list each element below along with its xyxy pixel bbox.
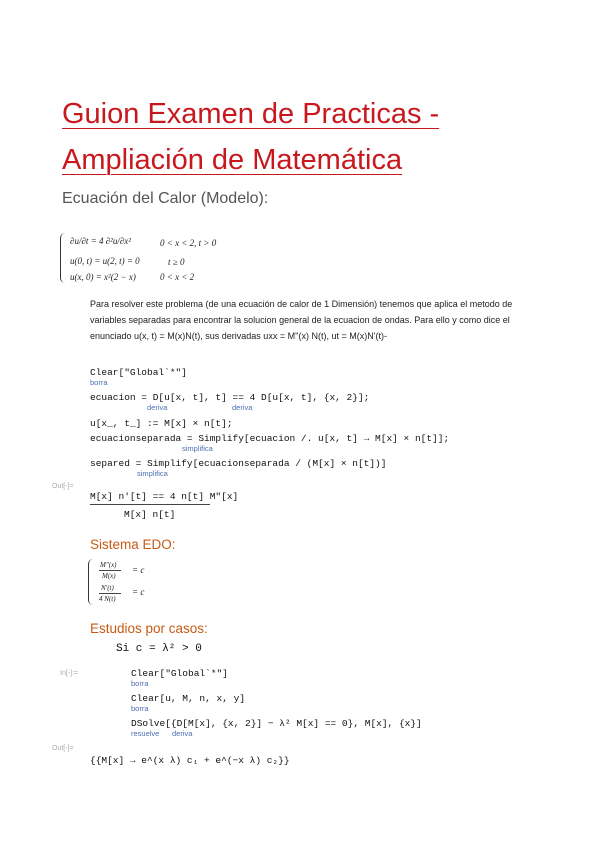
ode2-rhs: = c <box>132 587 145 597</box>
boundary-condition: u(0, t) = u(2, t) = 0 <box>70 256 140 266</box>
ode1-numerator: M″(x) <box>100 561 117 569</box>
fraction-line <box>90 504 210 505</box>
code-line-u-definition[interactable]: u[x_, t_] := M[x] × n[t]; <box>90 418 233 429</box>
initial-domain: 0 < x < 2 <box>160 272 195 282</box>
page-title-line-2: Ampliación de Matemática <box>62 144 403 176</box>
hint2-resuelve: resuelve <box>131 729 160 738</box>
dsolve-result: {{M[x] → e^(x λ) c₁ + e^(−x λ) c₂}} <box>90 755 290 766</box>
code-line-separed[interactable]: separed = Simplify[ecuacionseparada / (M[x] × n[t])] <box>90 458 387 469</box>
code-line-clear[interactable]: Clear["Global`*"] <box>90 367 187 378</box>
hint2-deriva: deriva <box>172 729 193 738</box>
pde-domain: 0 < x < 2, t > 0 <box>160 238 217 248</box>
out-label-1: Out[-]= <box>52 483 74 490</box>
ode1-rhs: = c <box>132 565 145 575</box>
boundary-domain: t ≥ 0 <box>168 257 185 267</box>
hint-simplifica-2: simplifica <box>137 469 168 478</box>
pde-equation: ∂u/∂t = 4 ∂²u/∂x² <box>70 236 132 246</box>
ode2-fraction-line <box>99 593 121 594</box>
output-numerator: M[x] n′[t] == 4 n[t] M″[x] <box>90 491 239 502</box>
code2-line-clear-vars[interactable]: Clear[u, M, n, x, y] <box>131 693 246 704</box>
page-title-line-1: Guion Examen de Practicas - <box>62 98 440 130</box>
ode1-denominator: M(x) <box>102 572 116 580</box>
section-heading-cases: Estudios por casos: <box>90 621 208 636</box>
section-heading-heat-equation: Ecuación del Calor (Modelo): <box>62 190 269 207</box>
ode-brace <box>88 559 93 605</box>
hint-deriva-2: deriva <box>232 403 253 412</box>
hint2-borra-1: borra <box>131 679 149 688</box>
code-line-ecuacion[interactable]: ecuacion = D[u[x, t], t] == 4 D[u[x, t], {x, 2}]; <box>90 392 370 403</box>
in-label-2: In[-]:= <box>60 670 79 677</box>
code2-line-clear-global[interactable]: Clear["Global`*"] <box>131 668 228 679</box>
hint2-borra-2: borra <box>131 704 149 713</box>
case-condition: Si c = λ² > 0 <box>116 643 202 655</box>
ode2-numerator: N′(t) <box>101 584 114 592</box>
system-brace <box>60 233 65 283</box>
explanation-paragraph: Para resolver este problema (de una ecuación de calor de 1 Dimensión) tenemos que aplica el metodo de variables separadas para encontrar la solucion general de la ecuacion de ondas. Para ello y como dice el enunciado u(x, t) = M(x)N(t), sus derivadas uxx = M''(x) N(t), ut = M(x)N'(t)- <box>90 299 513 341</box>
out-label-2: Out[-]= <box>52 745 74 752</box>
hint-deriva-1: deriva <box>147 403 168 412</box>
initial-condition: u(x, 0) = x²(2 − x) <box>70 272 136 282</box>
hint-borra: borra <box>90 378 108 387</box>
section-heading-edo: Sistema EDO: <box>90 537 176 552</box>
output-denominator: M[x] n[t] <box>124 509 176 520</box>
code2-line-dsolve[interactable]: DSolve[{D[M[x], {x, 2}] − λ² M[x] == 0}, M[x], {x}] <box>131 718 422 729</box>
code-line-ecuacionseparada[interactable]: ecuacionseparada = Simplify[ecuacion /. u[x, t] → M[x] × n[t]]; <box>90 433 450 444</box>
ode2-denominator: 4 N(t) <box>99 595 116 603</box>
hint-simplifica-1: simplifica <box>182 444 213 453</box>
ode1-fraction-line <box>99 570 121 571</box>
